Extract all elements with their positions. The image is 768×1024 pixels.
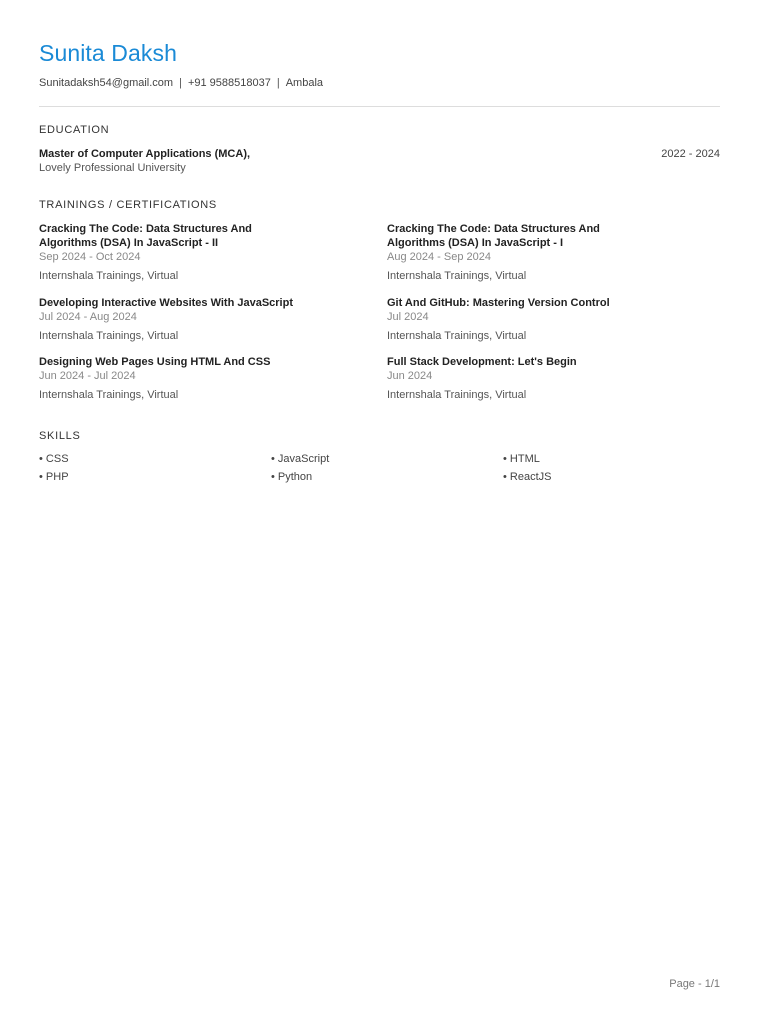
training-org: Internshala Trainings, Virtual: [39, 389, 179, 401]
training-item: [387, 222, 637, 283]
training-dates: Jul 2024: [387, 311, 429, 323]
training-org: Internshala Trainings, Virtual: [387, 330, 527, 342]
header-divider: [39, 106, 720, 107]
training-item: [387, 296, 687, 343]
training-org: Internshala Trainings, Virtual: [387, 389, 527, 401]
training-title: Cracking The Code: Data Structures And Algorithms (DSA) In JavaScript - II: [39, 223, 252, 249]
training-org: Internshala Trainings, Virtual: [39, 330, 179, 342]
training-item: [39, 296, 339, 343]
training-title: Git And GitHub: Mastering Version Control: [387, 297, 610, 309]
training-title: Designing Web Pages Using HTML And CSS: [39, 356, 271, 368]
training-item: [387, 355, 687, 402]
education-school: Lovely Professional University: [39, 162, 186, 174]
candidate-name: Sunita Daksh: [39, 40, 177, 66]
training-dates: Jun 2024: [387, 370, 433, 382]
separator: |: [276, 77, 280, 89]
training-org: Internshala Trainings, Virtual: [387, 270, 527, 282]
training-dates: Jun 2024 - Jul 2024: [39, 370, 136, 382]
page-number: Page - 1/1: [669, 978, 720, 990]
training-org: Internshala Trainings, Virtual: [39, 270, 179, 282]
skill-item: • ReactJS: [503, 471, 552, 483]
skill-item: • CSS: [39, 453, 69, 465]
skills-heading: SKILLS: [39, 430, 81, 442]
training-item: [39, 222, 289, 283]
trainings-heading: TRAININGS / CERTIFICATIONS: [39, 199, 217, 211]
separator: |: [179, 77, 182, 89]
training-title: Cracking The Code: Data Structures And Algorithms (DSA) In JavaScript - I: [387, 223, 600, 249]
education-degree: Master of Computer Applications (MCA),: [39, 148, 251, 160]
skill-item: • Python: [271, 471, 313, 483]
contact-line: [39, 77, 323, 89]
training-dates: Aug 2024 - Sep 2024: [387, 251, 491, 263]
email-text: Sunitadaksh54@gmail.com: [39, 77, 174, 89]
training-title: Full Stack Development: Let's Begin: [387, 356, 577, 368]
skill-item: • PHP: [39, 471, 69, 483]
skill-item: • JavaScript: [271, 453, 330, 465]
location-text: Ambala: [285, 77, 323, 89]
phone-text: +91 9588518037: [187, 77, 271, 89]
skill-item: • HTML: [503, 453, 540, 465]
education-heading: EDUCATION: [39, 124, 110, 136]
education-dates: 2022 - 2024: [661, 148, 720, 160]
training-dates: Sep 2024 - Oct 2024: [39, 251, 141, 263]
training-dates: Jul 2024 - Aug 2024: [39, 311, 137, 323]
training-item: [39, 355, 339, 402]
training-title: Developing Interactive Websites With JavaScript: [39, 297, 293, 309]
